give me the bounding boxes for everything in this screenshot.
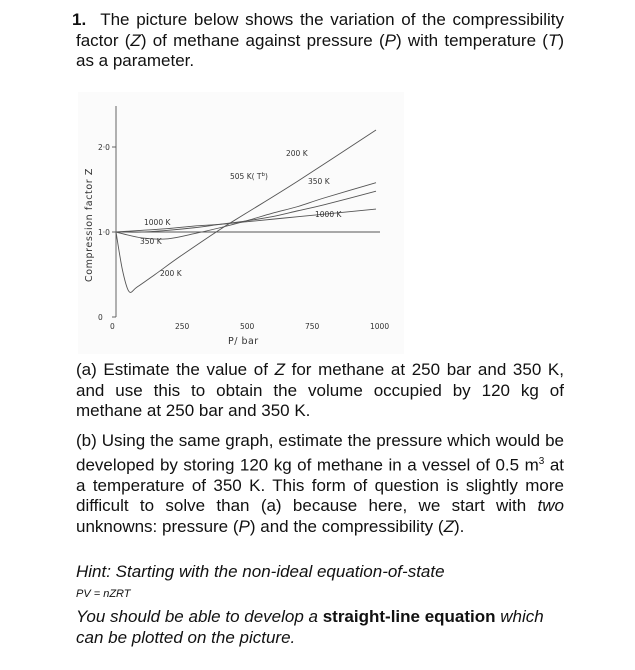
- x-tick-label: 0: [110, 322, 115, 331]
- label-505k-boyle: 505 K( $T^b$): [230, 172, 268, 181]
- equation-text: PV = nZRT: [76, 588, 131, 600]
- label-1000k-high: 1000 K: [315, 210, 342, 219]
- y-tick-label: 1·0: [98, 228, 110, 237]
- question-number: 1.: [72, 10, 87, 29]
- closing-text: You should be able to develop a straight-line equation which can be plotted on the picture.: [76, 607, 544, 647]
- x-axis-label: P/ bar: [228, 336, 259, 347]
- x-tick-label: 1000: [370, 322, 390, 331]
- x-tick-label: 750: [305, 322, 320, 331]
- label-1000k-low: 1000 K: [144, 218, 171, 227]
- hint-text: Hint: Starting with the non-ideal equation-of-state: [76, 562, 445, 581]
- y-tick-label: 2·0: [98, 143, 110, 152]
- compressibility-chart: [78, 92, 404, 354]
- x-tick-label: 500: [240, 322, 255, 331]
- x-tick-label: 250: [175, 322, 190, 331]
- label-350k-high: 350 K: [308, 177, 330, 186]
- y-axis-label: Compression factor Z: [84, 167, 95, 282]
- figure-background: [78, 92, 404, 354]
- question-intro: 1. The picture below shows the variation of the compressibility factor (Z) of methane against pressure (P) with temperature (T) as a parameter.: [72, 10, 564, 70]
- label-200k-high: 200 K: [286, 149, 308, 158]
- part-a-text: (a) Estimate the value of Z for methane at 250 bar and 350 K, and use this to obtain the volume occupied by 120 kg of methane at 250 bar and 350 K.: [76, 360, 564, 420]
- label-350k-low: 350 K: [140, 237, 162, 246]
- part-b-text: (b) Using the same graph, estimate the pressure which would be developed by storing 120 kg of methane in a vessel of 0.5 $m^3$ at a temperature of 350 K. This form of question is slightly more difficult to solve than (a) because here, we start with two unknowns: pressure (P) and the compressibility (Z).: [76, 431, 564, 536]
- label-200k-low: 200 K: [160, 269, 182, 278]
- y-tick-label: 0: [98, 313, 103, 322]
